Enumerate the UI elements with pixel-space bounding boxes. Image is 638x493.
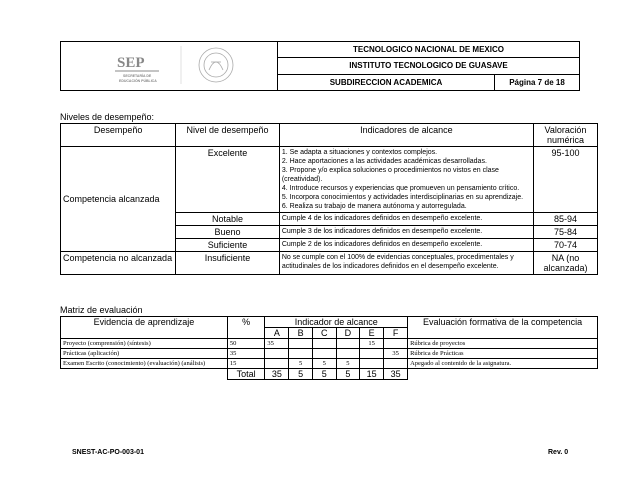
letter-b: B [289, 328, 313, 339]
level-cell: Excelente [176, 147, 280, 213]
institute-title: INSTITUTO TECNOLOGICO DE GUASAVE [278, 58, 580, 74]
indicators-cell: 1. Se adapta a situaciones y contextos complejos. 2. Hace aportaciones a las actividades académicas desarrolladas. 3. Propone y/o explica soluciones o procedimientos no vistos en clase (creatividad). 4. Introduce recursos y experiencias que promueven un pensamiento crítico. 5. Incorpora conocimientos y actividades interdisciplinarias en su aprendizaje. 6. Realiza su trabajo de manera autónoma y autorregulada. [279, 147, 533, 213]
indicators-cell: No se cumple con el 100% de evidencias conceptuales, procedimentales y actitudinales de los indicadores definidos en el desempeño excelente. [279, 252, 533, 275]
evaluation-matrix [60, 316, 598, 380]
levels-header-row [61, 124, 598, 147]
matrix-row [61, 359, 598, 369]
indicators-cell: Cumple 3 de los indicadores definidos en desempeño excelente. [279, 226, 533, 239]
indicator-b-cell: 5 [289, 359, 313, 369]
level-cell: Notable [176, 213, 280, 226]
level-cell: Bueno [176, 226, 280, 239]
levels-row [61, 147, 598, 213]
sep-logo-graphic [61, 42, 277, 88]
levels-label: Niveles de desempeño: [60, 112, 155, 122]
total-c: 5 [312, 369, 336, 380]
header-evidence: Evidencia de aprendizaje [61, 317, 228, 339]
indicator-a-cell [265, 359, 289, 369]
indicator-f-cell: 35 [384, 349, 408, 359]
evidence-cell: Examen Escrito (conocimiento) (evaluación) (análisis) [61, 359, 228, 369]
indicators-cell: Cumple 2 de los indicadores definidos en desempeño excelente. [279, 239, 533, 252]
header-level: Nivel de desempeño [176, 124, 280, 147]
sep-logo [61, 42, 278, 91]
value-cell: 70-74 [533, 239, 597, 252]
department-title: SUBDIRECCION ACADEMICA [278, 74, 495, 90]
indicator-c-cell [312, 339, 336, 349]
total-d: 5 [336, 369, 360, 380]
value-cell: 75-84 [533, 226, 597, 239]
header-value: Valoración numérica [533, 124, 597, 147]
header-indicator: Indicador de alcance [265, 317, 408, 328]
institution-title: TECNOLOGICO NACIONAL DE MEXICO [278, 42, 580, 58]
level-cell: Insuficiente [176, 252, 280, 275]
formative-cell: Apegado al contenido de la asignatura. [408, 359, 598, 369]
indicator-d-cell: 5 [336, 359, 360, 369]
value-cell: NA (no alcanzada) [533, 252, 597, 275]
total-label: Total [227, 369, 264, 380]
total-f: 35 [384, 369, 408, 380]
letter-a: A [265, 328, 289, 339]
level-cell: Suficiente [176, 239, 280, 252]
letter-f: F [384, 328, 408, 339]
indicator-e-cell: 15 [360, 339, 384, 349]
indicator-f-cell [384, 359, 408, 369]
indicator-e-cell [360, 359, 384, 369]
letter-c: C [312, 328, 336, 339]
header-performance: Desempeño [61, 124, 176, 147]
footer-revision: Rev. 0 [548, 449, 569, 456]
indicator-c-cell [312, 349, 336, 359]
indicator-a-cell: 35 [265, 339, 289, 349]
total-e: 15 [360, 369, 384, 380]
value-cell: 85-94 [533, 213, 597, 226]
levels-table [60, 123, 598, 275]
matrix-row [61, 349, 598, 359]
svg-text:SEP: SEP [117, 55, 145, 71]
header-indicators: Indicadores de alcance [279, 124, 533, 147]
page-number: Página 7 de 18 [495, 74, 580, 90]
percent-cell: 50 [227, 339, 264, 349]
indicator-d-cell [336, 349, 360, 359]
matrix-row [61, 339, 598, 349]
value-cell: 95-100 [533, 147, 597, 213]
indicator-b-cell [289, 349, 313, 359]
matrix-header-row [61, 317, 598, 328]
indicator-e-cell [360, 349, 384, 359]
formative-cell: Rúbrica de proyectos [408, 339, 598, 349]
indicator-a-cell [265, 349, 289, 359]
formative-cell: Rúbrica de Prácticas [408, 349, 598, 359]
svg-text:EDUCACIÓN PÚBLICA: EDUCACIÓN PÚBLICA [119, 79, 157, 83]
indicator-d-cell [336, 339, 360, 349]
header-percent: % [227, 317, 264, 339]
svg-text:SECRETARÍA DE: SECRETARÍA DE [123, 74, 152, 78]
coat-of-arms-icon [199, 48, 233, 82]
letter-e: E [360, 328, 384, 339]
evidence-cell: Prácticas (aplicación) [61, 349, 228, 359]
matrix-label: Matriz de evaluación [60, 305, 143, 315]
performance-cell: Competencia alcanzada [61, 147, 176, 252]
footer-code: SNEST-AC-PO-003-01 [72, 449, 144, 456]
levels-row [61, 252, 598, 275]
total-b: 5 [289, 369, 313, 380]
performance-cell: Competencia no alcanzada [61, 252, 176, 275]
indicator-b-cell [289, 339, 313, 349]
indicator-f-cell [384, 339, 408, 349]
document-header [60, 41, 580, 91]
indicator-c-cell: 5 [312, 359, 336, 369]
indicators-cell: Cumple 4 de los indicadores definidos en desempeño excelente. [279, 213, 533, 226]
evidence-cell: Proyecto (comprensión) (síntesis) [61, 339, 228, 349]
header-formative: Evaluación formativa de la competencia [408, 317, 598, 339]
percent-cell: 35 [227, 349, 264, 359]
percent-cell: 15 [227, 359, 264, 369]
matrix-total-row [61, 369, 598, 380]
total-a: 35 [265, 369, 289, 380]
letter-d: D [336, 328, 360, 339]
